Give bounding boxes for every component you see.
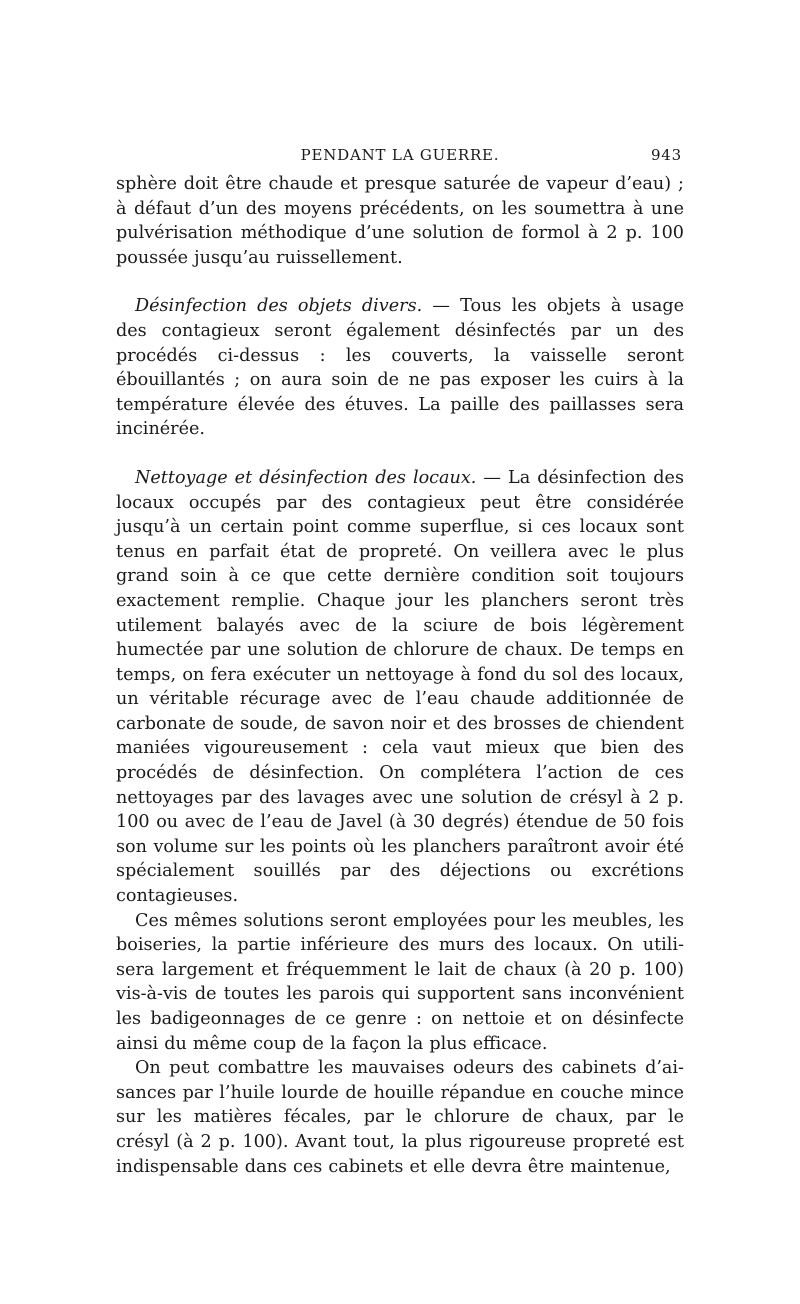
page-body <box>116 172 684 1179</box>
paragraph-text: Ces mêmes solutions seront employées pour les meubles, les boiseries, la partie inférieure des murs des locaux. On utilisera largement et fréquemment le lait de chaux (à 20 p. 100) vis-à-vis de toutes les parois qui supportent sans inconvénient les badigeonnages de ce genre : on nettoie et on désinfecte ainsi du même coup de la façon la plus efficace. <box>116 910 684 1054</box>
paragraph-cabinets <box>116 1056 684 1179</box>
paragraph-text: — La désinfection des locaux occupés par des contagieux peut être considérée jusqu’à un certain point comme superflue, si ces locaux sont tenus en parfait état de propreté. On veillera avec le plus grand soin à ce que cette dernière condition soit toujours exactement remplie. Chaque jour les planchers seront très utilement balayés avec de la sciure de bois légèrement humectée par une solution de chlorure de chaux. De temps en temps, on fera exécuter un nettoyage à fond du sol des locaux, un véritable récurage avec de l’eau chaude additionnée de carbonate de soude, de savon noir et des brosses de chiendent maniées vigoureusement : cela vaut mieux que bien des procédés de désinfection. On complétera l’action de ces nettoyages par des lavages avec une solution de crésyl à 2 p. 100 ou avec de l’eau de Javel (à 30 degrés) étendue de 50 fois son volume sur les points où les planchers paraîtront avoir été spécialement souillés par des déjections ou excrétions contagieuses. <box>116 467 685 907</box>
paragraph-text: — Tous les objets à usage des contagieux seront également désinfectés par un des procédés ci-dessus : les couverts, la vaisselle seront ébouillantés ; on aura soin de ne pas exposer les cuirs à la température élevée des étuves. La paille des paillasses sera incinérée. <box>116 296 685 440</box>
paragraph-solutions <box>116 909 684 1057</box>
paragraph-nettoyage-locaux <box>116 466 684 909</box>
section-gap <box>116 442 684 466</box>
paragraph-objets-divers <box>116 294 684 442</box>
running-title: PENDANT LA GUERRE. <box>300 146 500 164</box>
section-heading-nettoyage-locaux: Nettoyage et désinfection des locaux. <box>135 467 477 488</box>
running-head <box>116 140 684 172</box>
page-number: 943 <box>650 146 682 164</box>
section-gap <box>116 270 684 294</box>
paragraph-text: On peut combattre les mauvaises odeurs des cabinets d’aisances par l’huile lourde de houille répandue en couche mince sur les matières fécales, par le chlorure de chaux, par le crésyl (à 2 p. 100). Avant tout, la plus rigoureuse propreté est indispensable dans ces cabinets et elle devra être maintenue, <box>116 1058 684 1177</box>
book-page <box>116 140 684 1179</box>
section-heading-objets-divers: Désinfection des objets divers. <box>135 296 423 317</box>
paragraph-continuation <box>116 172 684 270</box>
paragraph-text: sphère doit être chaude et presque saturée de vapeur d’eau) ; à défaut d’un des moyens précédents, on les soumettra à une pulvérisation méthodique d’une solution de formol à 2 p. 100 poussée jusqu’au ruissellement. <box>116 174 684 268</box>
